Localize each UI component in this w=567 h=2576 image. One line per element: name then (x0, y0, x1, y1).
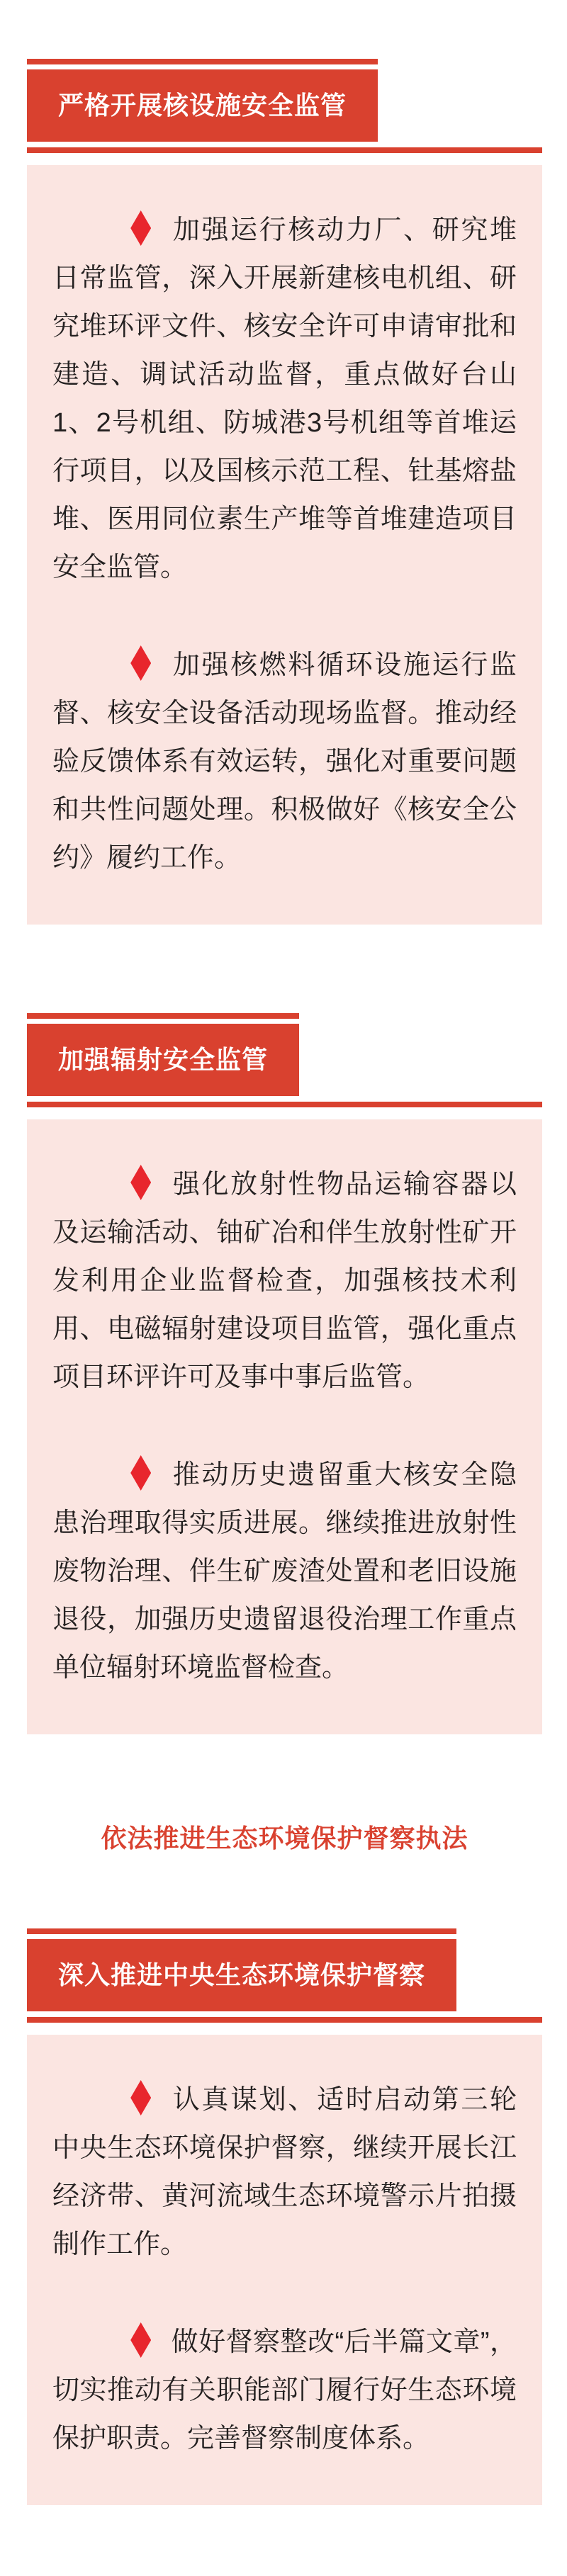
section-banner-title: 深入推进中央生态环境保护督察 (58, 1960, 426, 1989)
paragraph (52, 641, 517, 882)
diamond-bullet-icon (130, 1165, 151, 1200)
content-panel (27, 165, 542, 925)
diamond-bullet-icon (130, 210, 151, 246)
accent-line (27, 1928, 456, 1934)
paragraph (52, 2076, 517, 2269)
paragraph (52, 1451, 517, 1692)
accent-line-full (27, 2017, 542, 2023)
content-panel (27, 2035, 542, 2505)
section-banner (27, 69, 378, 142)
section-banner-group (27, 59, 378, 142)
section-banner-title: 严格开展核设施安全监管 (58, 91, 347, 120)
paragraph (52, 1160, 517, 1401)
paragraph-text: 加强核燃料循环设施运行监督、核安全设备活动现场监督。推动经验反馈体系有效运转，强化对重要问题和共性问题处理。积极做好《核安全公约》履约工作。 (52, 650, 517, 873)
paragraph-text: 做好督察整改“后半篇文章”，切实推动有关职能部门履行好生态环境保护职责。完善督察制度体系。 (52, 2327, 517, 2453)
section-banner (27, 1939, 456, 2011)
section-banner-title: 加强辐射安全监管 (58, 1045, 269, 1074)
paragraph-text: 强化放射性物品运输容器以及运输活动、铀矿冶和伴生放射性矿开发利用企业监督检查，加强核技术利用、电磁辐射建设项目监管，强化重点项目环评许可及事中事后监管。 (52, 1170, 517, 1392)
accent-line-full (27, 1102, 542, 1107)
paragraph-text: 认真谋划、适时启动第三轮中央生态环境保护督察，继续开展长江经济带、黄河流域生态环境警示片拍摄制作工作。 (52, 2085, 517, 2259)
paragraph (52, 2318, 517, 2463)
chapter-heading: 依法推进生态环境保护督察执法 (101, 1824, 468, 1853)
paragraph-text: 加强运行核动力厂、研究堆日常监管，深入开展新建核电机组、研究堆环评文件、核安全许可申请审批和建造、调试活动监督，重点做好台山1、2号机组、防城港3号机组等首堆运行项目，以及国核示范工程、钍基熔盐堆、医用同位素生产堆等首堆建造项目安全监管。 (52, 215, 517, 582)
diamond-bullet-icon (130, 2322, 151, 2358)
section-banner-group (27, 1013, 299, 1096)
section-banner-group (27, 1928, 456, 2011)
section-central-inspection (27, 1823, 542, 2505)
diamond-bullet-icon (130, 2080, 151, 2115)
paragraph (52, 206, 517, 592)
paragraph-text: 推动历史遗留重大核安全隐患治理取得实质进展。继续推进放射性废物治理、伴生矿废渣处置和老旧设施退役，加强历史遗留退役治理工作重点单位辐射环境监督检查。 (52, 1460, 517, 1683)
accent-line-full (27, 147, 542, 153)
accent-line (27, 1013, 299, 1019)
section-banner (27, 1024, 299, 1096)
diamond-bullet-icon (130, 645, 151, 681)
section-nuclear-facility-supervision (27, 59, 542, 925)
diamond-bullet-icon (130, 1455, 151, 1491)
content-panel (27, 1119, 542, 1734)
accent-line (27, 59, 378, 64)
section-radiation-safety-supervision (27, 1013, 542, 1734)
